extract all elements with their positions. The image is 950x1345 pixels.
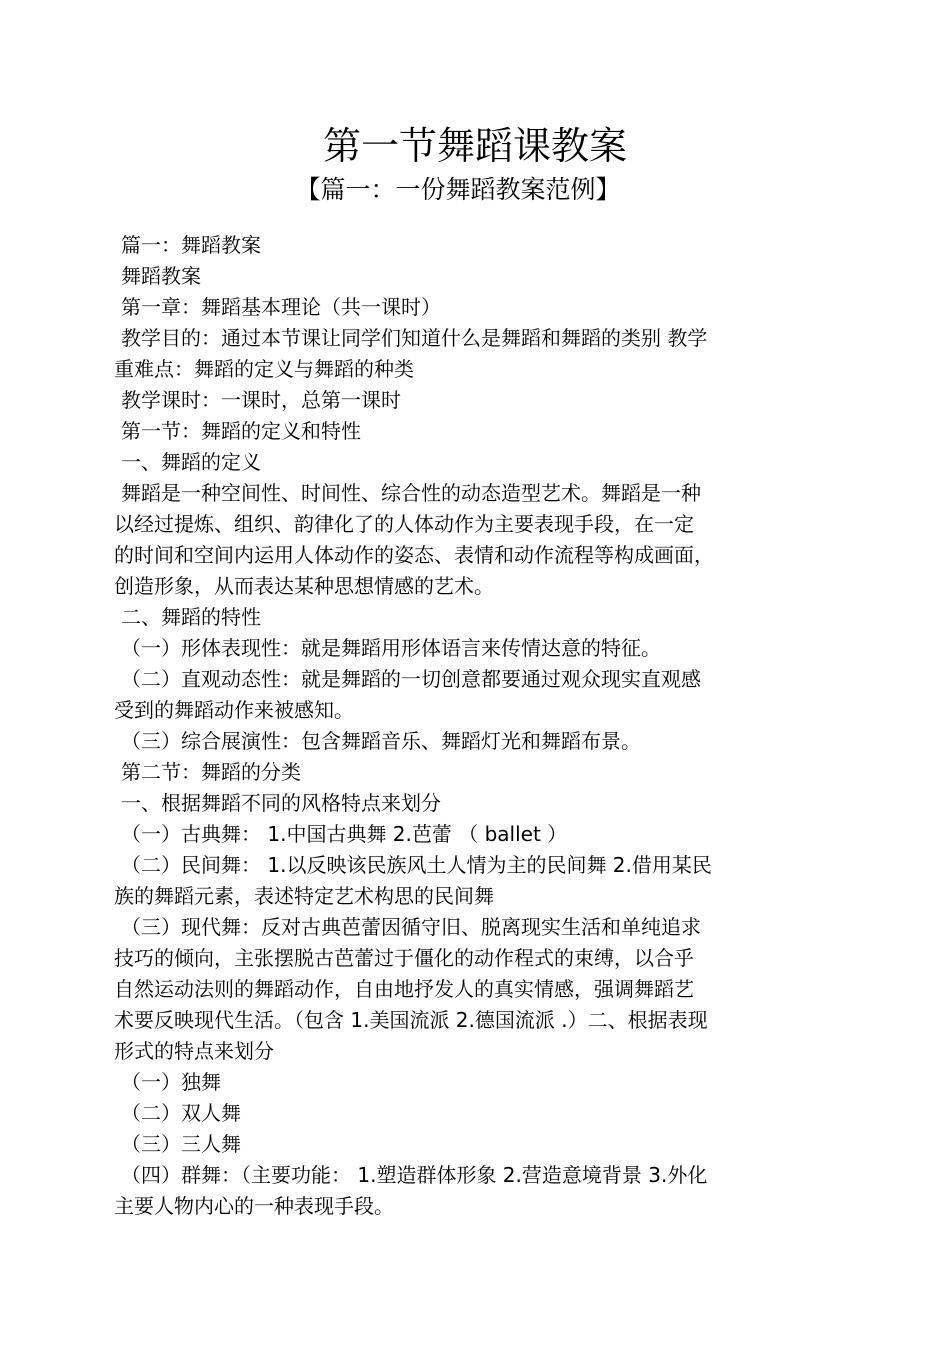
text-line: 族的舞蹈元素，表述特定艺术构思的民间舞 (114, 884, 494, 908)
text-line: 以经过提炼、组织、韵律化了的人体动作为主要表现手段，在一定 (114, 512, 694, 536)
text-line: 自然运动法则的舞蹈动作，自由地抒发人的真实情感，强调舞蹈艺 (114, 977, 694, 1001)
text-line: 形式的特点来划分 (114, 1039, 274, 1063)
text-line: 的时间和空间内运用人体动作的姿态、表情和动作流程等构成画面， (114, 543, 714, 567)
text-line: 第一章：舞蹈基本理论（共一课时） (121, 295, 441, 319)
text-line: （一）形体表现性：就是舞蹈用形体语言来传情达意的特征。 (121, 636, 661, 660)
text-line: （二）直观动态性：就是舞蹈的一切创意都要通过观众现实直观感 (121, 667, 701, 691)
text-line: （一）古典舞： 1.中国古典舞 2.芭蕾 （ ballet ） (121, 822, 568, 846)
text-line: 重难点：舞蹈的定义与舞蹈的种类 (114, 357, 414, 381)
text-line: （四）群舞：（主要功能： 1.塑造群体形象 2.营造意境背景 3.外化 (121, 1163, 708, 1187)
text-line: 舞蹈教案 (121, 264, 201, 288)
text-line: 篇一：舞蹈教案 (121, 233, 261, 257)
text-line: （三）现代舞：反对古典芭蕾因循守旧、脱离现实生活和单纯追求 (121, 915, 701, 939)
text-line: 第一节：舞蹈的定义和特性 (121, 419, 361, 443)
text-line: 术要反映现代生活。（包含 1.美国流派 2.德国流派 .）二、根据表现 (114, 1008, 708, 1032)
text-line: 舞蹈是一种空间性、时间性、综合性的动态造型艺术。舞蹈是一种 (121, 481, 701, 505)
text-line: 一、根据舞蹈不同的风格特点来划分 (121, 791, 441, 815)
text-line: （一）独舞 (121, 1070, 221, 1094)
text-line: （二）民间舞： 1.以反映该民族风土人情为主的民间舞 2.借用某民 (121, 853, 712, 877)
document-title: 第一节舞蹈课教案 (322, 124, 627, 168)
text-line: （三）三人舞 (121, 1132, 241, 1156)
text-line: 技巧的倾向，主张摆脱古芭蕾过于僵化的动作程式的束缚，以合乎 (114, 946, 694, 970)
text-line: 教学目的：通过本节课让同学们知道什么是舞蹈和舞蹈的类别 教学 (121, 326, 708, 350)
text-line: （二）双人舞 (121, 1101, 241, 1125)
text-line: 教学课时：一课时，总第一课时 (121, 388, 401, 412)
text-line: 受到的舞蹈动作来被感知。 (114, 698, 354, 722)
text-line: 一、舞蹈的定义 (121, 450, 261, 474)
text-line: 二、舞蹈的特性 (121, 605, 261, 629)
document-subtitle: 【篇一：一份舞蹈教案范例】 (295, 175, 621, 204)
text-line: 创造形象，从而表达某种思想情感的艺术。 (114, 574, 494, 598)
text-line: 主要人物内心的一种表现手段。 (114, 1194, 394, 1218)
text-line: 第二节：舞蹈的分类 (121, 760, 301, 784)
text-line: （三）综合展演性：包含舞蹈音乐、舞蹈灯光和舞蹈布景。 (121, 729, 641, 753)
document-body (114, 230, 834, 1222)
